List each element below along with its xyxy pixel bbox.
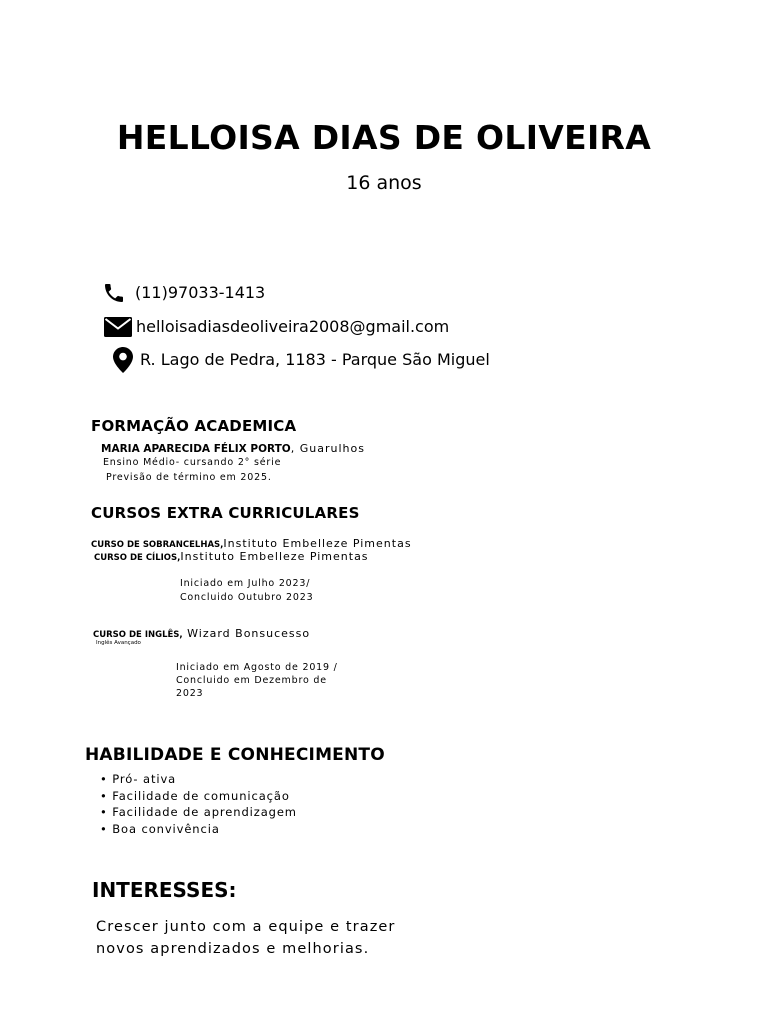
candidate-age: 16 anos bbox=[346, 172, 422, 194]
location-pin-icon bbox=[113, 347, 133, 373]
education-level: Ensino Médio- cursando 2° série bbox=[103, 457, 282, 468]
interests-line: novos aprendizados e melhorias. bbox=[96, 941, 370, 957]
school-city: , Guarulhos bbox=[290, 442, 365, 455]
phone-icon bbox=[101, 281, 127, 305]
home-address: R. Lago de Pedra, 1183 - Parque São Miguel bbox=[140, 350, 490, 369]
envelope-icon bbox=[104, 317, 132, 337]
candidate-name: HELLOISA DIAS DE OLIVEIRA bbox=[116, 118, 652, 157]
english-course-end-year: 2023 bbox=[176, 688, 204, 699]
skills-title: HABILIDADE E CONHECIMENTO bbox=[85, 745, 385, 765]
courses-title: CURSOS EXTRA CURRICULARES bbox=[91, 504, 360, 522]
course-english bbox=[93, 622, 310, 641]
list-item: • Facilidade de aprendizagem bbox=[100, 804, 297, 821]
school-line bbox=[101, 437, 365, 456]
beauty-course-start: Iniciado em Julho 2023/ bbox=[180, 578, 311, 589]
course-lashes bbox=[94, 545, 369, 564]
phone-number: (11)97033-1413 bbox=[135, 283, 266, 302]
education-title: FORMAÇÃO ACADEMICA bbox=[91, 417, 297, 435]
list-item: • Pró- ativa bbox=[100, 771, 297, 788]
course-english-place: Wizard Bonsucesso bbox=[182, 627, 311, 640]
beauty-course-end: Concluido Outubro 2023 bbox=[180, 592, 314, 603]
education-forecast: Previsão de término em 2025. bbox=[106, 472, 272, 483]
school-name: MARIA APARECIDA FÉLIX PORTO bbox=[101, 443, 291, 455]
interests-text bbox=[96, 916, 396, 960]
course-lashes-name: CURSO DE CÍLIOS, bbox=[94, 553, 181, 563]
skills-list bbox=[100, 771, 297, 837]
course-eyebrow-name: CURSO DE SOBRANCELHAS, bbox=[91, 540, 224, 550]
course-english-level: Inglês Avançado bbox=[96, 640, 141, 646]
interests-line: Crescer junto com a equipe e trazer bbox=[96, 919, 396, 935]
english-course-end: Concluido em Dezembro de bbox=[176, 675, 327, 686]
list-item: • Facilidade de comunicação bbox=[100, 788, 297, 805]
list-item: • Boa convivência bbox=[100, 821, 297, 838]
email-address: helloisadiasdeoliveira2008@gmail.com bbox=[136, 317, 450, 336]
course-eyebrow-place: Instituto Embelleze Pimentas bbox=[223, 537, 412, 550]
course-english-name: CURSO DE INGLÊS, bbox=[93, 630, 183, 640]
english-course-start: Iniciado em Agosto de 2019 / bbox=[176, 662, 338, 673]
course-lashes-place: Instituto Embelleze Pimentas bbox=[180, 550, 369, 563]
interests-title: INTERESSES: bbox=[92, 878, 237, 902]
